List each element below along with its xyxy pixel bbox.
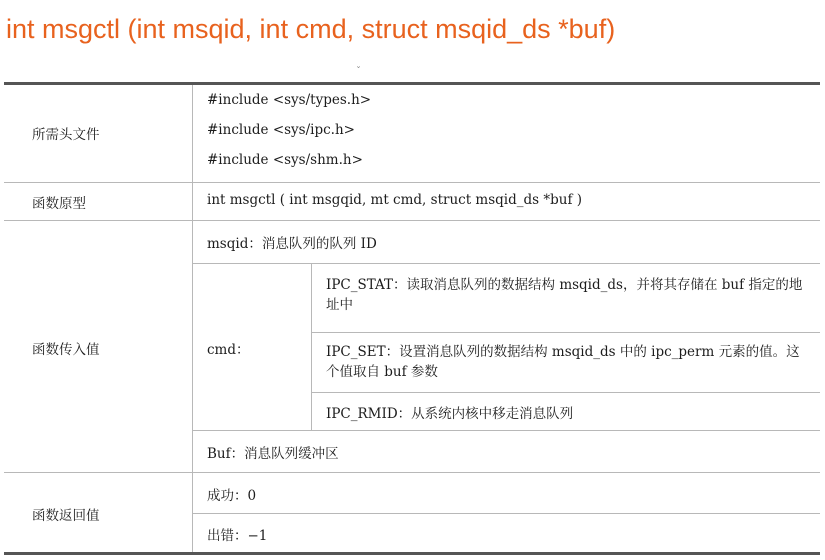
include-line: #include <sys/shm.h>: [207, 152, 363, 168]
return-success: 成功：0: [207, 488, 257, 504]
row-divider: [192, 263, 820, 264]
cmd-column-divider: [311, 263, 312, 430]
row-divider: [4, 220, 820, 221]
prototype-label: 函数原型: [32, 196, 86, 212]
cmd-option-ipc-rmid: IPC_RMID：从系统内核中移走消息队列: [326, 406, 574, 422]
row-divider: [311, 332, 820, 333]
page-title: int msgctl (int msqid, int cmd, struct msqid_ds *buf): [6, 14, 616, 44]
headers-label: 所需头文件: [32, 127, 100, 143]
params-label: 函数传入值: [32, 342, 100, 358]
cmd-option-ipc-set: IPC_SET：设置消息队列的数据结构 msqid_ds 中的 ipc_perm 元素的值。这个值取自 buf 参数: [326, 344, 800, 380]
row-divider: [192, 513, 820, 514]
msqid-description: msqid：消息队列的队列 ID: [207, 236, 377, 252]
include-line: #include <sys/types.h>: [207, 92, 372, 108]
table-top-rule: [4, 82, 820, 85]
cmd-option-ipc-stat: IPC_STAT：读取消息队列的数据结构 msqid_ds，并将其存储在 buf 指定的地址中: [326, 277, 803, 313]
table-bottom-rule: [4, 552, 820, 555]
row-divider: [4, 472, 820, 473]
column-divider: [192, 85, 193, 552]
row-divider: [192, 430, 820, 431]
row-divider: [4, 182, 820, 183]
cmd-label: cmd：: [207, 342, 250, 358]
return-error: 出错：−1: [207, 528, 268, 544]
stray-mark: ˇ: [356, 66, 361, 77]
returns-label: 函数返回值: [32, 508, 100, 524]
row-divider: [311, 392, 820, 393]
include-line: #include <sys/ipc.h>: [207, 122, 355, 138]
prototype-value: int msgctl ( int msgqid, mt cmd, struct msqid_ds *buf ): [207, 192, 583, 208]
buf-description: Buf：消息队列缓冲区: [207, 446, 339, 462]
